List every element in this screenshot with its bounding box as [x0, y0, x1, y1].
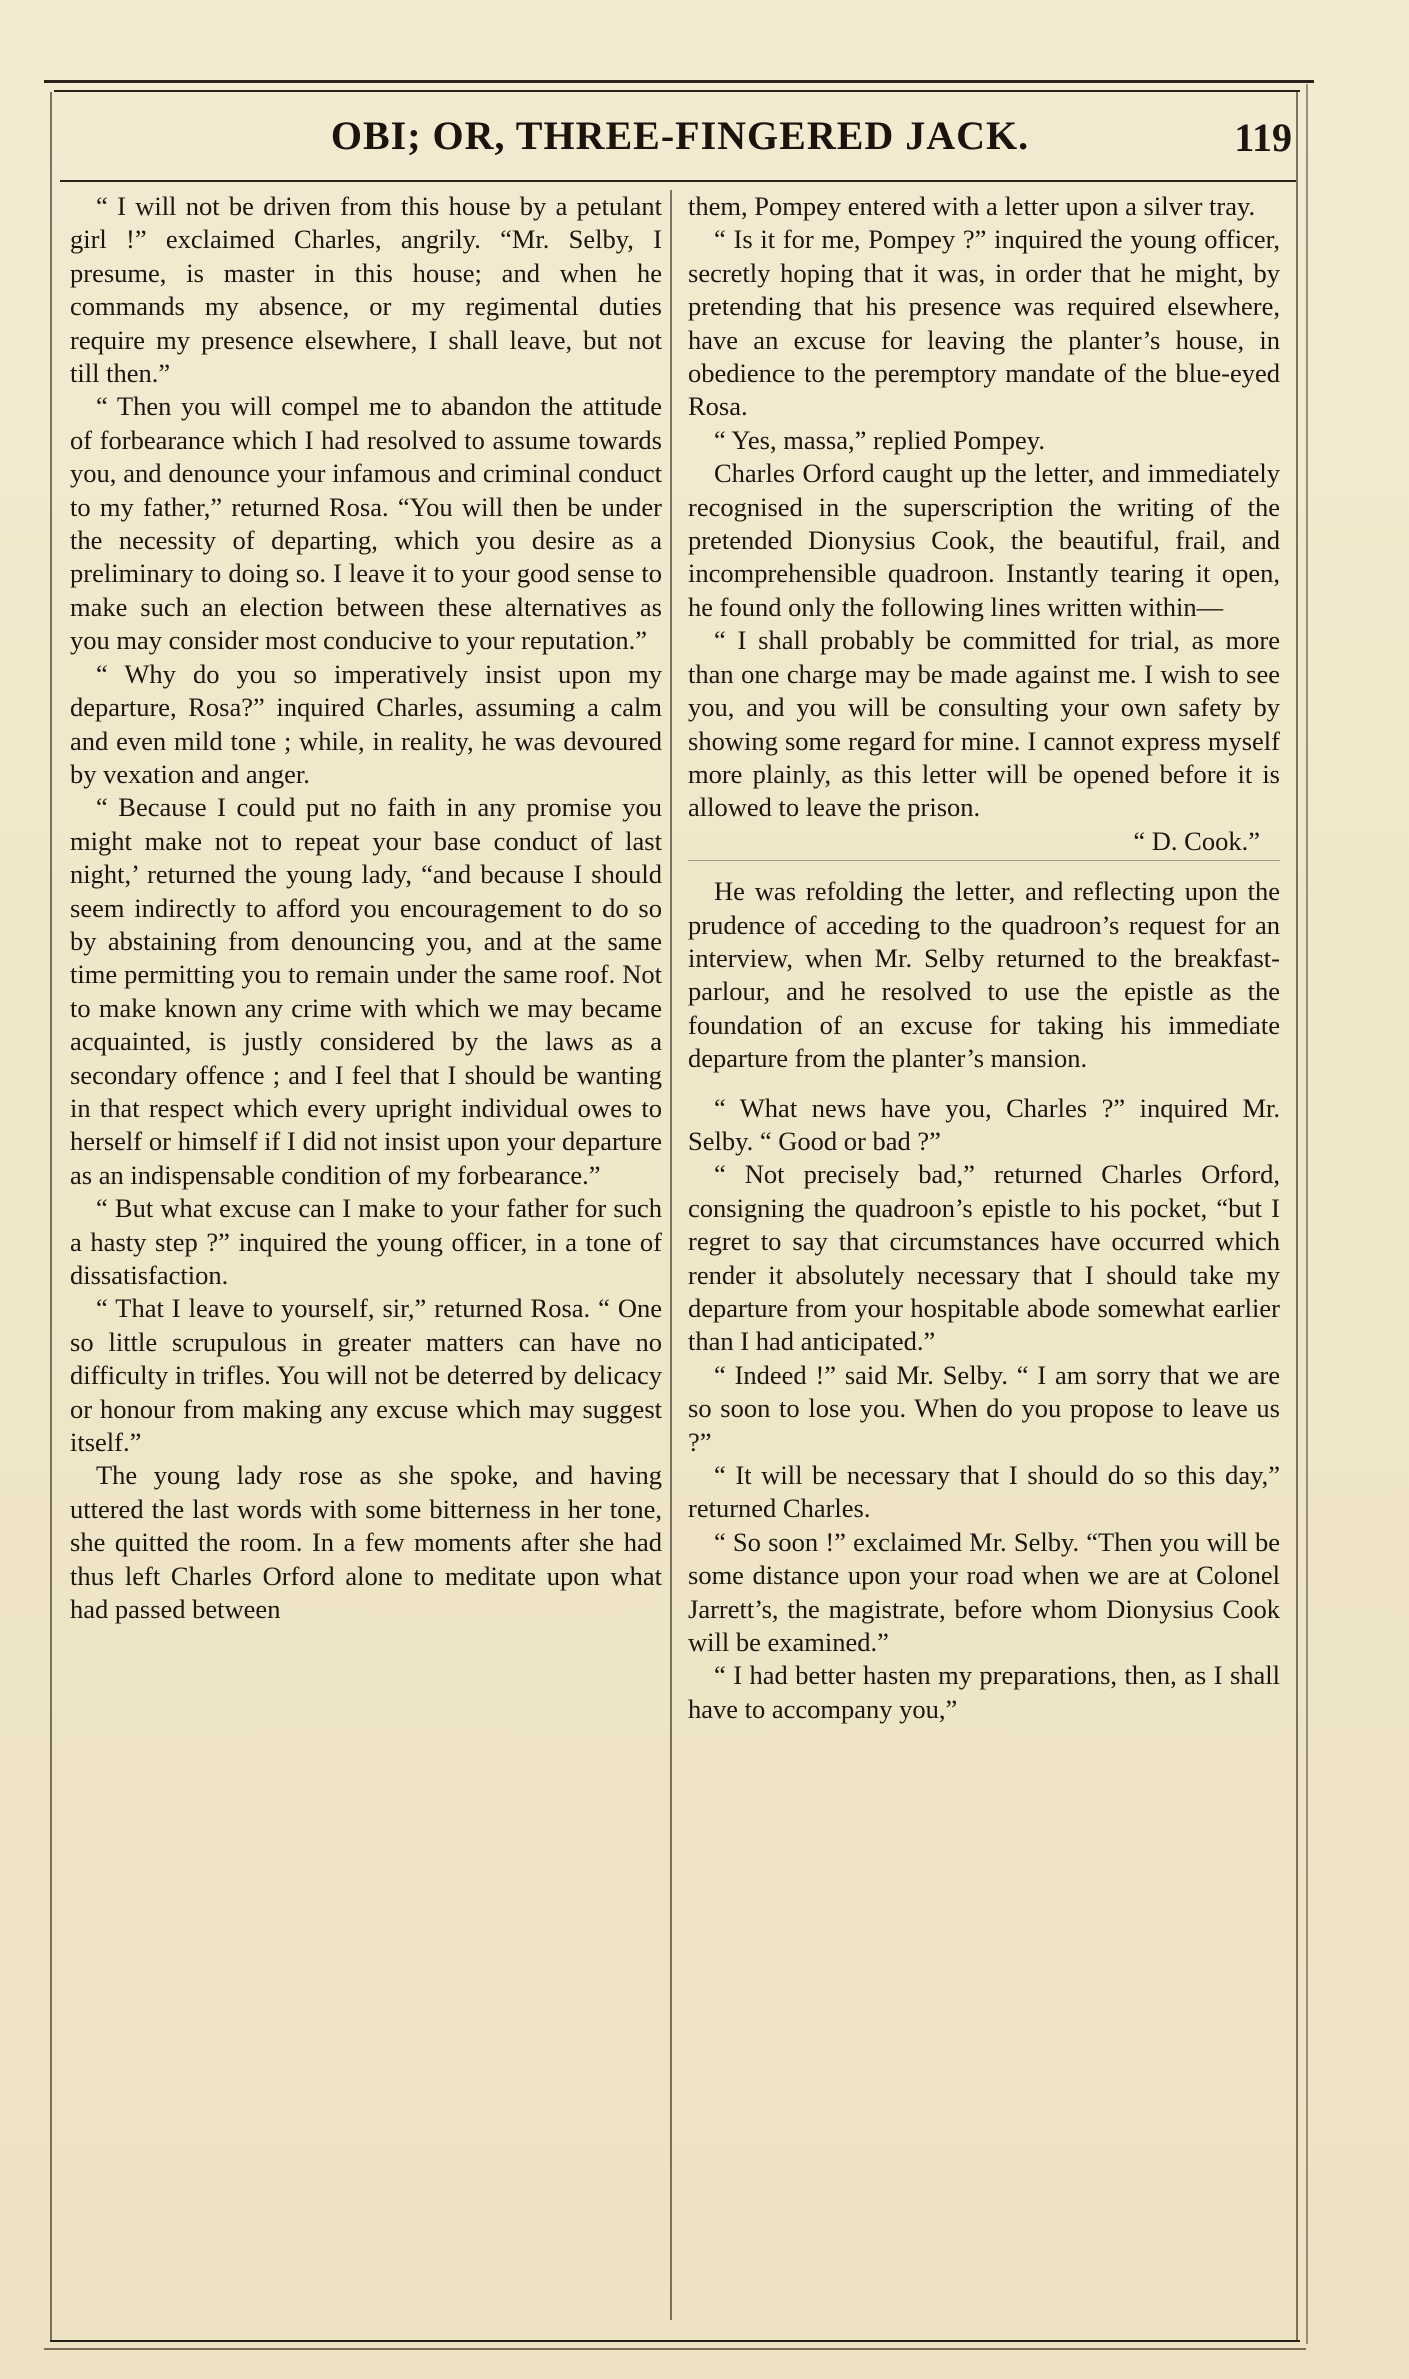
- paragraph: “ I had better hasten my preparations, then, as I shall have to accompany you,”: [688, 1660, 1280, 1724]
- paragraph: “ Then you will compel me to abandon the attitude of forbearance which I had resolved to assume towards you, and denounce your infamous and criminal conduct to my father,” returned Rosa. “You will then be under the necessity of departing, which you desire as a preliminary to doing so. I leave it to your good sense to make such an election between these alternatives as you may consider most conducive to your reputation.”: [70, 391, 662, 656]
- top-rule-outer: [44, 80, 1314, 83]
- frame-right: [1296, 92, 1298, 2342]
- top-rule-inner: [54, 90, 1300, 92]
- paragraph: The young lady rose as she spoke, and having uttered the last words with some bitterness in her tone, she quitted the room. In a few moments after she had thus left Charles Orford alone to meditate upon what had passed between: [70, 1460, 662, 1625]
- frame-left: [50, 92, 52, 2342]
- paragraph: Charles Orford caught up the letter, and immediately recognised in the superscription the writing of the pretended Dionysius Cook, the beautiful, frail, and incomprehensible quadroon. Instantly tearing it open, he found only the following lines written within—: [688, 458, 1280, 622]
- paragraph: “ What news have you, Charles ?” inquired Mr. Selby. “ Good or bad ?”: [688, 1092, 1280, 1156]
- column-divider: [670, 190, 672, 2320]
- paragraph: “ Indeed !” said Mr. Selby. “ I am sorry that we are so soon to lose you. When do you propose to leave us ?”: [688, 1359, 1280, 1457]
- paragraph: “ But what excuse can I make to your father for such a hasty step ?” inquired the young officer, in a tone of dissatisfaction.: [70, 1193, 662, 1290]
- paragraph: “ Not precisely bad,” returned Charles Orford, consigning the quadroon’s epistle to his pocket, “but I regret to say that circumstances have occurred which render it absolutely necessary that I should take my departure from your hospitable abode somewhat earlier than I had anticipated.”: [688, 1159, 1280, 1357]
- left-column: [70, 190, 662, 2300]
- bottom-rule: [50, 2340, 1300, 2342]
- paragraph: “ It will be necessary that I should do so this day,” returned Charles.: [688, 1460, 1280, 1524]
- letter-text: “ I shall probably be committed for trial, as more than one charge may be made against me. I wish to see you, and you will be consulting your own safety by showing some regard for mine. I cannot express myself more plainly, as this letter will be opened before it is allowed to leave the prison.: [688, 625, 1280, 823]
- running-title: OBI; OR, THREE-FINGERED JACK.: [330, 113, 1030, 158]
- paragraph: He was refolding the letter, and reflecting upon the prudence of acceding to the quadroon’s request for an interview, when Mr. Selby returned to the breakfast-parlour, and he resolved to use the epistle as the foundation of an excuse for taking his immediate departure from the planter’s mansion.: [688, 876, 1280, 1074]
- paragraph: “ So soon !” exclaimed Mr. Selby. “Then you will be some distance upon your road when we are at Colonel Jarrett’s, the magistrate, before whom Dionysius Cook will be examined.”: [688, 1526, 1280, 1658]
- paragraph: “ Is it for me, Pompey ?” inquired the young officer, secretly hoping that it was, in order that he might, by pretending that his presence was required elsewhere, have an excuse for leaving the planter’s house, in obedience to the peremptory mandate of the blue-eyed Rosa.: [688, 224, 1280, 422]
- frame-right-outer: [1306, 84, 1308, 2344]
- paragraph: “ I will not be driven from this house by a petulant girl !” exclaimed Charles, angrily. “Mr. Selby, I presume, is master in this house; and when he commands my absence, or my regimental duties require my presence elsewhere, I shall leave, but not till then.”: [70, 191, 662, 389]
- page-number: 119: [1234, 115, 1292, 160]
- paragraph: them, Pompey entered with a letter upon a silver tray.: [688, 191, 1256, 221]
- paragraph: “ Because I could put no faith in any promise you might make not to repeat your base conduct of last night,’ returned the young lady, “and because I should seem indirectly to afford you encouragement to do so by abstaining from denouncing you, and at the same time permitting you to remain under the same roof. Not to make known any crime with which we may became acquainted, is justly considered by the laws as a secondary offence ; and I feel that I should be wanting in that respect which every upright individual owes to herself or himself if I did not insist upon your departure as an indispensable condition of my forbearance.”: [70, 792, 662, 1190]
- letter-signature: “ D. Cook.”: [1133, 825, 1260, 856]
- paragraph: “ Yes, massa,” replied Pompey.: [714, 424, 1045, 455]
- letter-rule: [688, 860, 1280, 861]
- spacer: [688, 859, 1280, 875]
- page-header: [60, 112, 1300, 182]
- header-rule: [60, 180, 1296, 182]
- paragraph: “ That I leave to yourself, sir,” returned Rosa. “ One so little scrupulous in greater matters can have no difficulty in trifles. You will not be deterred by delicacy or honour from making any excuse which may suggest itself.”: [70, 1293, 662, 1458]
- spacer: [688, 1076, 1280, 1092]
- paragraph: “ Why do you so imperatively insist upon my departure, Rosa?” inquired Charles, assuming a calm and even mild tone ; while, in reality, he was devoured by vexation and anger.: [70, 658, 662, 789]
- bottom-rule-outer: [44, 2348, 1306, 2350]
- right-column: [688, 190, 1280, 2300]
